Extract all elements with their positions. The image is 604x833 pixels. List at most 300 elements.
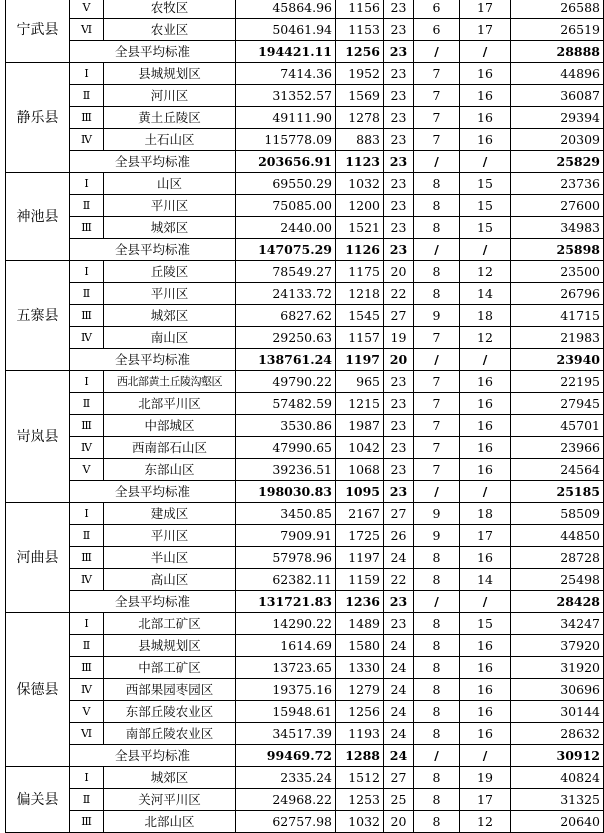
- zone-name: 县城规划区: [104, 63, 236, 85]
- county-average-row: [6, 239, 604, 261]
- average-factor-cell: 20: [384, 349, 414, 371]
- area-cell: 15948.61: [236, 701, 336, 723]
- rate-cell: 12: [460, 327, 511, 349]
- table-row: [6, 525, 604, 547]
- total-cell: 30696: [511, 679, 604, 701]
- factor-cell: 27: [384, 305, 414, 327]
- area-cell: 29250.63: [236, 327, 336, 349]
- total-cell: 28632: [511, 723, 604, 745]
- price-cell: 1193: [336, 723, 384, 745]
- price-cell: 1153: [336, 19, 384, 41]
- zone-number: Ⅱ: [70, 789, 104, 811]
- zone-name: 高山区: [104, 569, 236, 591]
- table-row: [6, 503, 604, 525]
- average-factor-cell: 24: [384, 745, 414, 767]
- table-row: [6, 129, 604, 151]
- price-cell: 1175: [336, 261, 384, 283]
- zone-name: 南部丘陵农业区: [104, 723, 236, 745]
- table-row: [6, 173, 604, 195]
- county-average-row: [6, 41, 604, 63]
- total-cell: 24564: [511, 459, 604, 481]
- area-cell: 7414.36: [236, 63, 336, 85]
- rate-cell: 17: [460, 525, 511, 547]
- average-factor-cell: 23: [384, 239, 414, 261]
- rate-cell: 16: [460, 437, 511, 459]
- zone-name: 丘陵区: [104, 261, 236, 283]
- table-row: [6, 657, 604, 679]
- factor-cell: 23: [384, 0, 414, 19]
- coef-cell: 7: [414, 393, 460, 415]
- table-row: [6, 261, 604, 283]
- area-cell: 2335.24: [236, 767, 336, 789]
- zone-name: 东部山区: [104, 459, 236, 481]
- price-cell: 965: [336, 371, 384, 393]
- factor-cell: 23: [384, 217, 414, 239]
- zone-number: Ⅳ: [70, 679, 104, 701]
- coef-cell: 8: [414, 723, 460, 745]
- average-area-cell: 198030.83: [236, 481, 336, 503]
- total-cell: 45701: [511, 415, 604, 437]
- table-row: [6, 437, 604, 459]
- area-cell: 45864.96: [236, 0, 336, 19]
- coef-cell: 8: [414, 679, 460, 701]
- coef-cell: 7: [414, 85, 460, 107]
- average-total-cell: 28428: [511, 591, 604, 613]
- price-cell: 1253: [336, 789, 384, 811]
- zone-name: 城郊区: [104, 305, 236, 327]
- rate-cell: 16: [460, 85, 511, 107]
- total-cell: 26588: [511, 0, 604, 19]
- price-cell: 1279: [336, 679, 384, 701]
- total-cell: 40824: [511, 767, 604, 789]
- factor-cell: 23: [384, 613, 414, 635]
- coef-cell: 9: [414, 525, 460, 547]
- area-cell: 78549.27: [236, 261, 336, 283]
- rate-cell: 15: [460, 195, 511, 217]
- area-cell: 47990.65: [236, 437, 336, 459]
- average-label: 全县平均标准: [70, 349, 236, 371]
- price-cell: 1200: [336, 195, 384, 217]
- table-row: [6, 635, 604, 657]
- zone-number: Ⅲ: [70, 107, 104, 129]
- zone-number: Ⅵ: [70, 19, 104, 41]
- rate-cell: 15: [460, 217, 511, 239]
- factor-cell: 23: [384, 173, 414, 195]
- total-cell: 58509: [511, 503, 604, 525]
- average-coef-cell: /: [414, 745, 460, 767]
- coef-cell: 8: [414, 261, 460, 283]
- average-area-cell: 131721.83: [236, 591, 336, 613]
- zone-number: Ⅳ: [70, 437, 104, 459]
- rate-cell: 16: [460, 393, 511, 415]
- average-price-cell: 1288: [336, 745, 384, 767]
- price-cell: 1032: [336, 173, 384, 195]
- rate-cell: 16: [460, 701, 511, 723]
- average-factor-cell: 23: [384, 481, 414, 503]
- zone-number: Ⅰ: [70, 261, 104, 283]
- zone-number: Ⅲ: [70, 305, 104, 327]
- area-cell: 57978.96: [236, 547, 336, 569]
- factor-cell: 27: [384, 767, 414, 789]
- area-cell: 14290.22: [236, 613, 336, 635]
- total-cell: 31920: [511, 657, 604, 679]
- rate-cell: 14: [460, 283, 511, 305]
- average-coef-cell: /: [414, 151, 460, 173]
- factor-cell: 23: [384, 19, 414, 41]
- total-cell: 31325: [511, 789, 604, 811]
- total-cell: 27945: [511, 393, 604, 415]
- coef-cell: 9: [414, 305, 460, 327]
- zone-name: 中部工矿区: [104, 657, 236, 679]
- rate-cell: 15: [460, 173, 511, 195]
- total-cell: 30144: [511, 701, 604, 723]
- total-cell: 27600: [511, 195, 604, 217]
- coef-cell: 7: [414, 371, 460, 393]
- coef-cell: 8: [414, 173, 460, 195]
- area-cell: 57482.59: [236, 393, 336, 415]
- total-cell: 34983: [511, 217, 604, 239]
- area-cell: 75085.00: [236, 195, 336, 217]
- average-factor-cell: 23: [384, 41, 414, 63]
- rate-cell: 15: [460, 613, 511, 635]
- land-price-table: [5, 0, 604, 833]
- average-total-cell: 30912: [511, 745, 604, 767]
- zone-name: 西北部黄土丘陵沟壑区: [104, 371, 236, 393]
- zone-name: 西南部石山区: [104, 437, 236, 459]
- factor-cell: 23: [384, 63, 414, 85]
- zone-number: Ⅴ: [70, 459, 104, 481]
- average-price-cell: 1126: [336, 239, 384, 261]
- price-cell: 1156: [336, 0, 384, 19]
- coef-cell: 8: [414, 657, 460, 679]
- average-area-cell: 138761.24: [236, 349, 336, 371]
- zone-number: Ⅳ: [70, 569, 104, 591]
- table-row: [6, 393, 604, 415]
- zone-number: Ⅳ: [70, 327, 104, 349]
- average-price-cell: 1236: [336, 591, 384, 613]
- rate-cell: 16: [460, 547, 511, 569]
- zone-number: Ⅲ: [70, 657, 104, 679]
- zone-name: 平川区: [104, 283, 236, 305]
- coef-cell: 8: [414, 767, 460, 789]
- zone-name: 南山区: [104, 327, 236, 349]
- factor-cell: 24: [384, 635, 414, 657]
- average-price-cell: 1123: [336, 151, 384, 173]
- factor-cell: 24: [384, 679, 414, 701]
- area-cell: 13723.65: [236, 657, 336, 679]
- table-row: [6, 547, 604, 569]
- average-total-cell: 23940: [511, 349, 604, 371]
- zone-number: Ⅱ: [70, 195, 104, 217]
- area-cell: 34517.39: [236, 723, 336, 745]
- zone-name: 东部丘陵农业区: [104, 701, 236, 723]
- zone-name: 河川区: [104, 85, 236, 107]
- average-rate-cell: /: [460, 481, 511, 503]
- average-coef-cell: /: [414, 349, 460, 371]
- zone-name: 中部城区: [104, 415, 236, 437]
- price-cell: 1159: [336, 569, 384, 591]
- county-name: 岢岚县: [6, 371, 70, 503]
- average-rate-cell: /: [460, 591, 511, 613]
- zone-name: 城郊区: [104, 767, 236, 789]
- coef-cell: 7: [414, 107, 460, 129]
- coef-cell: 8: [414, 613, 460, 635]
- average-factor-cell: 23: [384, 591, 414, 613]
- table-row: [6, 613, 604, 635]
- zone-number: Ⅰ: [70, 371, 104, 393]
- price-cell: 1256: [336, 701, 384, 723]
- price-cell: 1068: [336, 459, 384, 481]
- average-label: 全县平均标准: [70, 239, 236, 261]
- zone-name: 北部平川区: [104, 393, 236, 415]
- county-name: 河曲县: [6, 503, 70, 613]
- total-cell: 41715: [511, 305, 604, 327]
- zone-number: Ⅰ: [70, 503, 104, 525]
- rate-cell: 17: [460, 19, 511, 41]
- average-label: 全县平均标准: [70, 481, 236, 503]
- factor-cell: 19: [384, 327, 414, 349]
- average-total-cell: 25185: [511, 481, 604, 503]
- table-row: [6, 217, 604, 239]
- coef-cell: 8: [414, 569, 460, 591]
- factor-cell: 25: [384, 789, 414, 811]
- price-cell: 1032: [336, 811, 384, 833]
- average-price-cell: 1197: [336, 349, 384, 371]
- table-row: [6, 701, 604, 723]
- price-cell: 2167: [336, 503, 384, 525]
- zone-name: 平川区: [104, 195, 236, 217]
- county-name: 神池县: [6, 173, 70, 261]
- total-cell: 21983: [511, 327, 604, 349]
- average-coef-cell: /: [414, 591, 460, 613]
- coef-cell: 8: [414, 701, 460, 723]
- table-row: [6, 19, 604, 41]
- rate-cell: 18: [460, 305, 511, 327]
- factor-cell: 23: [384, 129, 414, 151]
- price-cell: 1215: [336, 393, 384, 415]
- area-cell: 1614.69: [236, 635, 336, 657]
- factor-cell: 27: [384, 503, 414, 525]
- average-rate-cell: /: [460, 745, 511, 767]
- price-cell: 1521: [336, 217, 384, 239]
- coef-cell: 9: [414, 503, 460, 525]
- total-cell: 23500: [511, 261, 604, 283]
- factor-cell: 23: [384, 415, 414, 437]
- zone-name: 西部果园枣园区: [104, 679, 236, 701]
- table-row: [6, 767, 604, 789]
- zone-name: 土石山区: [104, 129, 236, 151]
- factor-cell: 22: [384, 283, 414, 305]
- table-row: [6, 107, 604, 129]
- average-area-cell: 194421.11: [236, 41, 336, 63]
- county-average-row: [6, 151, 604, 173]
- average-total-cell: 25829: [511, 151, 604, 173]
- total-cell: 28728: [511, 547, 604, 569]
- table-row: [6, 305, 604, 327]
- average-area-cell: 147075.29: [236, 239, 336, 261]
- rate-cell: 16: [460, 459, 511, 481]
- average-total-cell: 25898: [511, 239, 604, 261]
- factor-cell: 24: [384, 657, 414, 679]
- factor-cell: 23: [384, 459, 414, 481]
- table-row: [6, 459, 604, 481]
- area-cell: 50461.94: [236, 19, 336, 41]
- average-label: 全县平均标准: [70, 591, 236, 613]
- table-row: [6, 569, 604, 591]
- area-cell: 24133.72: [236, 283, 336, 305]
- area-cell: 24968.22: [236, 789, 336, 811]
- zone-name: 北部山区: [104, 811, 236, 833]
- coef-cell: 8: [414, 635, 460, 657]
- rate-cell: 12: [460, 261, 511, 283]
- county-average-row: [6, 349, 604, 371]
- coef-cell: 7: [414, 437, 460, 459]
- rate-cell: 16: [460, 63, 511, 85]
- average-area-cell: 99469.72: [236, 745, 336, 767]
- zone-number: Ⅲ: [70, 811, 104, 833]
- table-row: [6, 327, 604, 349]
- price-cell: 1330: [336, 657, 384, 679]
- factor-cell: 23: [384, 85, 414, 107]
- rate-cell: 16: [460, 415, 511, 437]
- price-cell: 1489: [336, 613, 384, 635]
- price-cell: 1987: [336, 415, 384, 437]
- area-cell: 49111.90: [236, 107, 336, 129]
- coef-cell: 8: [414, 283, 460, 305]
- area-cell: 7909.91: [236, 525, 336, 547]
- table-row: [6, 195, 604, 217]
- area-cell: 31352.57: [236, 85, 336, 107]
- county-average-row: [6, 745, 604, 767]
- coef-cell: 8: [414, 789, 460, 811]
- average-area-cell: 203656.91: [236, 151, 336, 173]
- total-cell: 44850: [511, 525, 604, 547]
- total-cell: 26796: [511, 283, 604, 305]
- zone-name: 农牧区: [104, 0, 236, 19]
- average-rate-cell: /: [460, 239, 511, 261]
- zone-number: Ⅱ: [70, 85, 104, 107]
- total-cell: 23966: [511, 437, 604, 459]
- area-cell: 19375.16: [236, 679, 336, 701]
- rate-cell: 16: [460, 129, 511, 151]
- price-cell: 1725: [336, 525, 384, 547]
- factor-cell: 20: [384, 811, 414, 833]
- coef-cell: 8: [414, 217, 460, 239]
- zone-name: 农业区: [104, 19, 236, 41]
- table-row: [6, 371, 604, 393]
- average-total-cell: 28888: [511, 41, 604, 63]
- area-cell: 39236.51: [236, 459, 336, 481]
- zone-number: Ⅲ: [70, 217, 104, 239]
- coef-cell: 6: [414, 0, 460, 19]
- rate-cell: 16: [460, 107, 511, 129]
- county-average-row: [6, 481, 604, 503]
- zone-number: Ⅵ: [70, 723, 104, 745]
- county-name: 保德县: [6, 613, 70, 767]
- rate-cell: 18: [460, 503, 511, 525]
- coef-cell: 7: [414, 459, 460, 481]
- zone-name: 建成区: [104, 503, 236, 525]
- factor-cell: 24: [384, 701, 414, 723]
- county-name: 宁武县: [6, 0, 70, 63]
- total-cell: 26519: [511, 19, 604, 41]
- table-row: [6, 811, 604, 833]
- factor-cell: 23: [384, 107, 414, 129]
- price-cell: 1952: [336, 63, 384, 85]
- total-cell: 25498: [511, 569, 604, 591]
- table-row: [6, 85, 604, 107]
- factor-cell: 23: [384, 371, 414, 393]
- zone-name: 山区: [104, 173, 236, 195]
- price-cell: 1218: [336, 283, 384, 305]
- table-body: [6, 0, 604, 833]
- average-price-cell: 1095: [336, 481, 384, 503]
- price-cell: 1278: [336, 107, 384, 129]
- price-cell: 883: [336, 129, 384, 151]
- price-cell: 1512: [336, 767, 384, 789]
- rate-cell: 12: [460, 811, 511, 833]
- rate-cell: 16: [460, 723, 511, 745]
- rate-cell: 16: [460, 679, 511, 701]
- zone-number: Ⅱ: [70, 525, 104, 547]
- table-row: [6, 63, 604, 85]
- average-label: 全县平均标准: [70, 745, 236, 767]
- coef-cell: 7: [414, 129, 460, 151]
- zone-number: Ⅰ: [70, 173, 104, 195]
- total-cell: 22195: [511, 371, 604, 393]
- average-coef-cell: /: [414, 239, 460, 261]
- table-row: [6, 415, 604, 437]
- total-cell: 44896: [511, 63, 604, 85]
- coef-cell: 6: [414, 19, 460, 41]
- area-cell: 49790.22: [236, 371, 336, 393]
- price-cell: 1197: [336, 547, 384, 569]
- total-cell: 36087: [511, 85, 604, 107]
- county-name: 偏关县: [6, 767, 70, 833]
- table-row: [6, 283, 604, 305]
- total-cell: 23736: [511, 173, 604, 195]
- average-coef-cell: /: [414, 41, 460, 63]
- area-cell: 2440.00: [236, 217, 336, 239]
- total-cell: 20640: [511, 811, 604, 833]
- rate-cell: 16: [460, 635, 511, 657]
- average-label: 全县平均标准: [70, 41, 236, 63]
- coef-cell: 8: [414, 811, 460, 833]
- county-name: 静乐县: [6, 63, 70, 173]
- factor-cell: 23: [384, 437, 414, 459]
- zone-number: Ⅰ: [70, 767, 104, 789]
- average-rate-cell: /: [460, 151, 511, 173]
- table-row: [6, 723, 604, 745]
- area-cell: 3530.86: [236, 415, 336, 437]
- coef-cell: 7: [414, 63, 460, 85]
- price-cell: 1545: [336, 305, 384, 327]
- price-cell: 1042: [336, 437, 384, 459]
- factor-cell: 23: [384, 393, 414, 415]
- table-row: [6, 0, 604, 19]
- price-cell: 1157: [336, 327, 384, 349]
- zone-number: Ⅳ: [70, 129, 104, 151]
- factor-cell: 26: [384, 525, 414, 547]
- zone-name: 城郊区: [104, 217, 236, 239]
- average-price-cell: 1256: [336, 41, 384, 63]
- zone-number: Ⅰ: [70, 613, 104, 635]
- factor-cell: 24: [384, 723, 414, 745]
- county-average-row: [6, 591, 604, 613]
- factor-cell: 24: [384, 547, 414, 569]
- zone-number: Ⅱ: [70, 635, 104, 657]
- area-cell: 115778.09: [236, 129, 336, 151]
